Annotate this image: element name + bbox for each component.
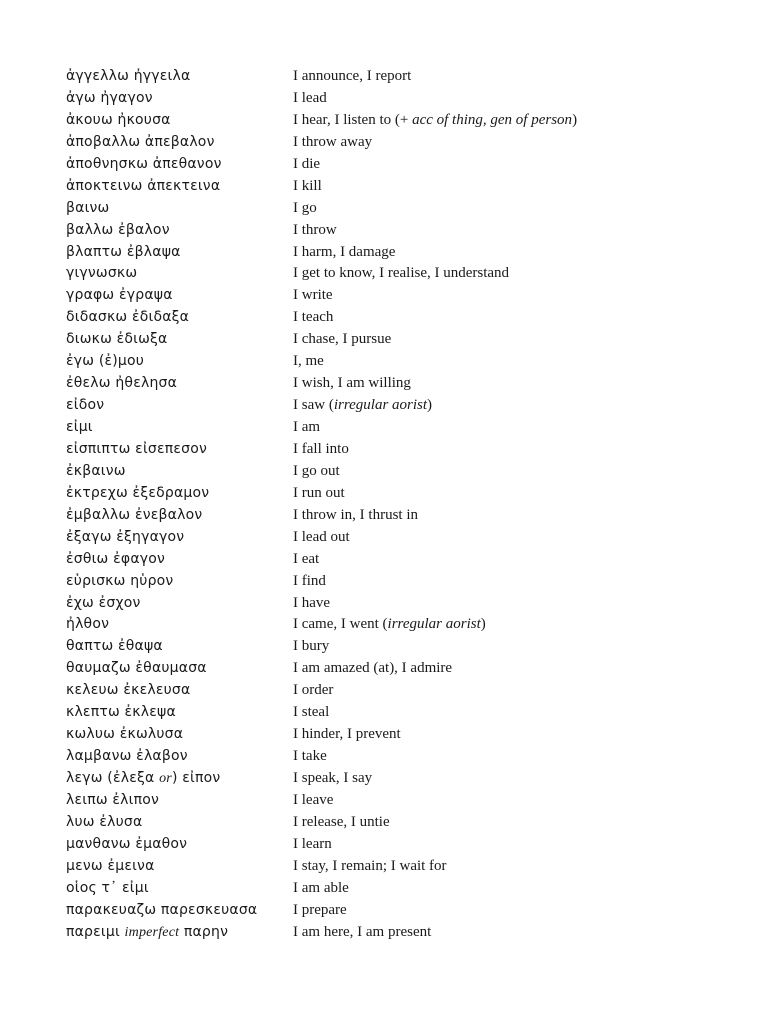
english-meaning (293, 505, 418, 527)
greek-text: ἀκουω ἠκουσα (66, 111, 171, 128)
greek-word (66, 88, 153, 110)
english-meaning (293, 285, 333, 307)
english-text: I speak, I say (293, 770, 373, 786)
english-meaning (293, 461, 340, 483)
greek-word (66, 461, 126, 483)
greek-word (66, 900, 257, 922)
greek-word (66, 439, 207, 461)
vocab-row (66, 549, 746, 571)
vocab-row (66, 263, 746, 285)
vocab-row (66, 88, 746, 110)
vocab-row (66, 66, 746, 88)
english-text: I hear, I listen to (+ (293, 111, 413, 128)
greek-text: ἀγγελλω ἠγγειλα (66, 68, 191, 84)
greek-text: διωκω ἐδιωξα (66, 331, 168, 348)
english-meaning (293, 483, 345, 505)
english-meaning (293, 242, 395, 264)
greek-text: εἰσπιπτω εἰσεπεσον (66, 440, 207, 457)
greek-text: γιγνωσκω (66, 265, 138, 282)
vocab-row (66, 790, 746, 812)
greek-word (66, 834, 187, 856)
english-text: I harm, I damage (293, 243, 396, 260)
greek-text: ἐκτρεχω ἐξεδραμον (66, 484, 210, 501)
greek-word (66, 593, 141, 615)
english-meaning (293, 636, 329, 658)
english-text: I am (293, 419, 321, 435)
english-meaning (293, 198, 317, 220)
vocab-row (66, 439, 746, 461)
english-meaning (293, 614, 486, 636)
english-meaning (293, 724, 401, 746)
english-text-after: ) (572, 111, 578, 128)
greek-text: λειπω ἐλιπον (66, 791, 159, 808)
vocab-row (66, 329, 746, 351)
english-text: I announce, I report (293, 68, 412, 84)
vocab-row (66, 307, 746, 329)
english-meaning (293, 263, 509, 285)
vocab-row (66, 110, 746, 132)
vocab-row (66, 461, 746, 483)
greek-text: λαμβανω ἐλαβον (66, 748, 188, 765)
greek-word (66, 285, 173, 307)
vocab-row (66, 812, 746, 834)
greek-note: or (159, 771, 172, 786)
english-text: I hinder, I prevent (293, 726, 401, 743)
greek-text: ἀποθνησκω ἀπεθανον (66, 155, 222, 172)
greek-word (66, 373, 177, 395)
english-text: I throw away (293, 133, 373, 150)
english-meaning (293, 571, 326, 593)
english-text: I die (293, 155, 321, 172)
greek-word (66, 658, 207, 680)
greek-word (66, 198, 109, 220)
greek-word (66, 702, 176, 724)
vocab-row (66, 285, 746, 307)
greek-text: βλαπτω ἐβλαψα (66, 243, 181, 260)
greek-word (66, 922, 228, 944)
english-meaning (293, 527, 350, 549)
english-text: I am able (293, 879, 349, 896)
greek-word (66, 768, 220, 790)
english-text: I find (293, 572, 326, 589)
vocab-row (66, 878, 746, 900)
vocab-row (66, 724, 746, 746)
greek-word (66, 790, 159, 812)
english-text: I chase, I pursue (293, 331, 392, 348)
greek-text: κλεπτω ἐκλεψα (66, 704, 176, 721)
greek-word (66, 614, 109, 636)
vocab-row (66, 395, 746, 417)
english-text: I go out (293, 462, 340, 479)
greek-text: ἀγω ἠγαγον (66, 89, 153, 106)
english-text: I, me (293, 353, 324, 370)
greek-text: ἐσθιω ἐφαγον (66, 550, 166, 567)
greek-text: ἠλθον (66, 616, 110, 633)
english-text: I prepare (293, 901, 347, 918)
english-text-after: ) (480, 616, 486, 633)
greek-word (66, 746, 188, 768)
english-text: I order (293, 682, 334, 699)
vocab-row (66, 483, 746, 505)
english-text-after: ) (427, 397, 433, 414)
vocab-row (66, 768, 746, 790)
vocabulary-list (66, 66, 746, 944)
greek-word (66, 812, 142, 834)
greek-text: μενω ἐμεινα (66, 857, 155, 874)
greek-text: οἱος τ᾽ εἰμι (66, 879, 149, 896)
english-text: I have (293, 594, 331, 611)
english-text: I lead out (293, 528, 350, 545)
vocab-row (66, 220, 746, 242)
greek-word (66, 220, 170, 242)
greek-text-after: ) εἰπον (171, 770, 221, 786)
greek-text-after: παρην (179, 923, 229, 940)
greek-text: θαπτω ἐθαψα (66, 638, 163, 655)
vocab-row (66, 922, 746, 944)
greek-text: λυω ἐλυσα (66, 813, 143, 830)
english-meaning (293, 307, 333, 329)
english-text: I came, I went ( (293, 616, 388, 633)
english-text: I throw (293, 221, 337, 238)
vocab-row (66, 571, 746, 593)
greek-text: ἐμβαλλω ἐνεβαλον (66, 506, 203, 523)
english-text: I kill (293, 177, 322, 194)
vocab-row (66, 614, 746, 636)
english-text: I leave (293, 791, 334, 808)
greek-word (66, 351, 144, 373)
vocab-row (66, 900, 746, 922)
greek-text: εἰδον (66, 397, 105, 414)
greek-note: imperfect (124, 924, 180, 940)
greek-word (66, 549, 165, 571)
english-text: I release, I untie (293, 813, 390, 830)
english-text: I fall into (293, 440, 349, 457)
greek-text: εἰμι (66, 419, 93, 435)
english-meaning (293, 417, 320, 439)
greek-text: εὑρισκω ηὑρον (66, 572, 174, 589)
english-meaning (293, 658, 452, 680)
vocab-row (66, 505, 746, 527)
greek-text: παρειμι (66, 923, 125, 940)
greek-word (66, 263, 137, 285)
vocab-row (66, 417, 746, 439)
english-text: I am amazed (at), I admire (293, 660, 453, 677)
english-meaning (293, 110, 577, 132)
greek-word (66, 856, 155, 878)
greek-word (66, 242, 181, 264)
vocab-row (66, 373, 746, 395)
greek-text: βαλλω ἐβαλον (66, 221, 170, 238)
english-meaning (293, 593, 330, 615)
english-text: I run out (293, 484, 345, 501)
english-note: irregular aorist (333, 397, 428, 414)
english-text: I go (293, 199, 317, 216)
english-meaning (293, 395, 432, 417)
english-text: I learn (293, 835, 332, 852)
english-text: I am here, I am present (293, 923, 432, 940)
greek-text: κωλυω ἐκωλυσα (66, 726, 184, 743)
greek-text: παρακευαζω παρεσκευασα (66, 901, 258, 918)
english-meaning (293, 176, 322, 198)
greek-word (66, 878, 149, 900)
english-meaning (293, 439, 349, 461)
english-meaning (293, 878, 349, 900)
english-meaning (293, 834, 332, 856)
vocab-row (66, 176, 746, 198)
english-text: I saw ( (293, 397, 334, 414)
english-meaning (293, 373, 411, 395)
vocab-row (66, 242, 746, 264)
english-meaning (293, 351, 324, 373)
english-meaning (293, 812, 390, 834)
greek-text: ἐχω ἐσχον (66, 594, 141, 611)
vocab-row (66, 132, 746, 154)
greek-word (66, 417, 93, 439)
english-meaning (293, 88, 327, 110)
greek-word (66, 571, 173, 593)
english-text: I teach (293, 309, 334, 326)
english-meaning (293, 329, 391, 351)
english-text: I write (293, 287, 333, 304)
greek-word (66, 132, 215, 154)
vocab-row (66, 702, 746, 724)
vocab-row (66, 746, 746, 768)
english-note: acc of thing, gen of person (412, 111, 573, 128)
vocab-row (66, 351, 746, 373)
greek-word (66, 395, 104, 417)
greek-text: λεγω (ἐλεξα (66, 770, 160, 786)
greek-text: διδασκω ἐδιδαξα (66, 309, 190, 326)
vocab-row (66, 680, 746, 702)
english-meaning (293, 220, 337, 242)
english-text: I bury (293, 638, 330, 655)
greek-word (66, 110, 171, 132)
english-meaning (293, 856, 447, 878)
english-meaning (293, 549, 319, 571)
english-meaning (293, 790, 333, 812)
english-text: I stay, I remain; I wait for (293, 857, 447, 874)
english-meaning (293, 768, 372, 790)
vocab-row (66, 658, 746, 680)
greek-text: ἐκβαινω (66, 462, 126, 479)
greek-text: μανθανω ἐμαθον (66, 835, 188, 852)
english-meaning (293, 66, 411, 88)
greek-text: ἐθελω ἠθελησα (66, 375, 178, 392)
greek-text: ἐγω (ἐ)μου (66, 353, 145, 370)
greek-word (66, 680, 190, 702)
vocab-row (66, 636, 746, 658)
english-meaning (293, 154, 320, 176)
english-meaning (293, 922, 431, 944)
greek-word (66, 307, 189, 329)
greek-text: βαινω (66, 199, 110, 216)
english-text: I throw in, I thrust in (293, 506, 418, 523)
vocab-row (66, 593, 746, 615)
english-text: I take (293, 748, 327, 765)
greek-word (66, 505, 202, 527)
greek-word (66, 527, 184, 549)
vocab-row (66, 198, 746, 220)
vocab-row (66, 154, 746, 176)
english-meaning (293, 900, 347, 922)
english-text: I lead (293, 89, 327, 106)
english-meaning (293, 702, 329, 724)
english-note: irregular aorist (387, 616, 481, 633)
greek-word (66, 636, 163, 658)
english-text: I eat (293, 550, 320, 567)
greek-text: θαυμαζω ἐθαυμασα (66, 660, 207, 677)
english-text: I steal (293, 704, 330, 721)
english-meaning (293, 132, 372, 154)
vocab-row (66, 856, 746, 878)
greek-word (66, 483, 209, 505)
english-text: I wish, I am willing (293, 375, 411, 392)
greek-text: γραφω ἐγραψα (66, 287, 173, 304)
greek-word (66, 66, 190, 88)
greek-text: ἐξαγω ἐξηγαγον (66, 528, 185, 545)
greek-word (66, 724, 183, 746)
greek-word (66, 329, 167, 351)
greek-text: ἀποβαλλω ἀπεβαλον (66, 133, 215, 150)
vocab-row (66, 834, 746, 856)
english-meaning (293, 680, 333, 702)
english-meaning (293, 746, 327, 768)
greek-text: κελευω ἐκελευσα (66, 682, 191, 699)
greek-text: ἀποκτεινω ἀπεκτεινα (66, 177, 221, 194)
greek-word (66, 176, 220, 198)
greek-word (66, 154, 222, 176)
english-text: I get to know, I realise, I understand (293, 265, 510, 282)
vocab-row (66, 527, 746, 549)
